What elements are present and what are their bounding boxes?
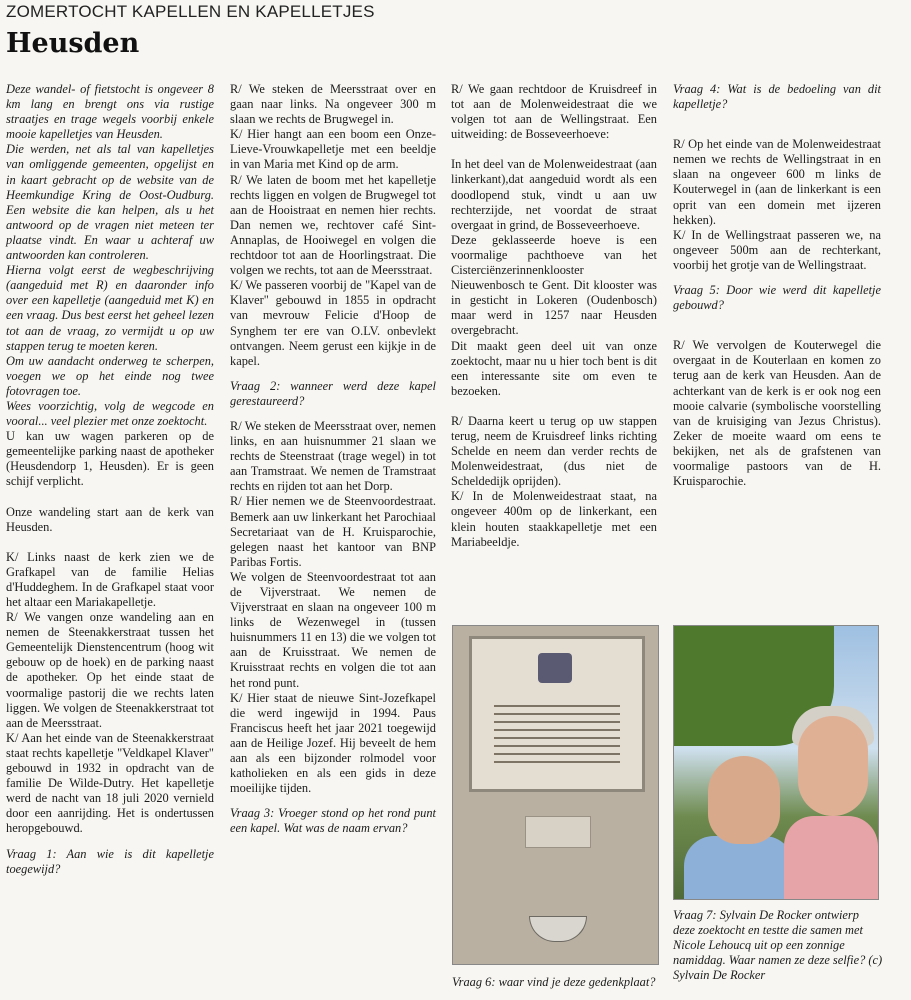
column-4 [673,82,881,489]
small-sign [525,816,591,848]
question-4: Vraag 4: Wat is de bedoeling van dit kapelletje? [673,82,881,112]
body-paragraph: In het deel van de Molenweidestraat (aan linkerkant),dat aangeduid wordt als een doodlopend stuk, vindt u aan uw rechterzijde, net voordat de straat overgaat in grind, de Bosseveerhoeve. [451,157,657,232]
page-title: Heusden [6,28,140,59]
body-paragraph: R/ We vervolgen de Kouterwegel die overgaat in de Kouterlaan en komen zo terug aan de kerk van Heusden. Aan de achterkant van de kerk is er ook nog een mooie calvarie (symbolische voorstelling van de kruisiging van Jezus Christus). Zeker de moeite waard om eens te bekijken, net als de grafstenen van voormalige pastoors van de H. Kruisparochie. [673,338,881,489]
column-1 [6,82,214,887]
intro-paragraph: Die werden, net als tal van kapelletjes van omliggende gemeenten, opgelijst en in kaart gebracht op de website van de Heemkundige Kring de Oost-Oudburg. Een website die kan helpen, als u het antwoord op de vragen niet meteen ter plaatse vindt. En waar u achteraf uw antwoorden kan controleren. [6,142,214,263]
photo-caption-question-7: Vraag 7: Sylvain De Rocker ontwierp deze zoektocht en testte die samen met Nicole Lehoucq uit op een zonnige namiddag. Waar namen ze deze selfie? (c) Sylvain De Rocker [673,908,883,983]
body-paragraph: Onze wandeling start aan de kerk van Heusden. [6,504,214,534]
body-paragraph: Deze geklasseerde hoeve is een voormalige pachthoeve van het Cisterciënzerinnenklooster Nieuwenbosch te Gent. Dit klooster was in gesticht in Lokeren (Oudenbosch) maar werd in 1257 naar Heusden overgebracht. [451,232,657,338]
body-paragraph: R/ We vangen onze wandeling aan en nemen de Steenakkerstraat tussen het Gemeentelijk Dienstencentrum (hoog wit gebouw op de hoek) en de parking naast de apotheker. Op het einde staat de voormalige pastorij die we rechts laten liggen. We volgen de Steenakkerstraat tot aan de Meersstraat. [6,610,214,730]
memorial-plaque-photo [452,625,659,965]
photo-caption-question-6: Vraag 6: waar vind je deze gedenkplaat? [452,975,656,989]
body-paragraph: R/ Daarna keert u terug op uw stappen terug, neem de Kruisdreef links richting Schelde en neem dan verder rechts de Molenweidestraat, (dus niet de Scheldedijk oprijden). [451,413,657,489]
holy-water-basin [529,916,587,942]
intro-paragraph: Hierna volgt eerst de wegbeschrijving (aangeduid met R) en daaronder info over een kapelletje (aangeduid met K) en een vraag. Dus best eerst het geheel lezen tot aan de vraag, zo vermijdt u op uw stappen terug te moeten keren. [6,263,214,353]
body-paragraph: We volgen de Steenvoordestraat tot aan de Vijverstraat. We nemen de Vijverstraat en slaan na ongeveer 100 m links de Wezenwegel in (tussen huisnummers 11 en 13) die we volgen tot aan de Kruisstraat. We nemen de Kruisstraat rechts en volgen die tot aan het rond punt. [230,569,436,690]
plaque [469,636,645,792]
body-paragraph: R/ We gaan rechtdoor de Kruisdreef in tot aan de Molenweidestraat die we volgen tot aan de Wellingstraat. Een uitweiding: de Bosseveerhoeve: [451,82,657,142]
body-paragraph: R/ Hier nemen we de Steenvoordestraat. Bemerk aan uw linkerkant het Parochiaal Secretariaat van de H. Kruisparochie, gelegen naast het kantoor van BNP Paribas Fortis. [230,494,436,569]
body-paragraph: Dit maakt geen deel uit van onze zoektocht, maar nu u hier toch bent is dit een interessante site om even te bezoeken. [451,338,657,398]
body-paragraph: R/ We laten de boom met het kapelletje rechts liggen en volgen de Brugwegel tot aan de Hooistraat en nemen hier rechts. Dan nemen we, rechtover café Sint-Annaplas, de Hooiwegel en volgen die rechtdoor tot aan de Hoorlingstraat. Die volgen we rechts, tot aan de Meersstraat. [230,172,436,278]
intro-paragraph: Wees voorzichtig, volg de wegcode en vooral... veel plezier met onze zoektocht. [6,398,214,429]
body-paragraph: K/ We passeren voorbij de "Kapel van de Klaver" gebouwd in 1855 in opdracht van mevrouw Felicie d'Hoop de Synghem ter ere van O.LV. onbevlekt ontvangen. Neem gerust een kijkje in de kapel. [230,278,436,368]
body-paragraph: K/ Links naast de kerk zien we de Grafkapel van de familie Helias d'Huddeghem. In de Grafkapel staat voor het altaar een Mariakapelletje. [6,549,214,609]
body-paragraph: U kan uw wagen parkeren op de gemeentelijke parking naast de apotheker (Heusdendorp 1, Heusden). Er is geen schijf verplicht. [6,429,214,489]
section-kicker: ZOMERTOCHT KAPELLEN EN KAPELLETJES [6,2,375,21]
question-3: Vraag 3: Vroeger stond op het rond punt een kapel. Wat was de naam ervan? [230,806,436,836]
coat-of-arms-icon [538,653,572,683]
person-face [798,716,868,816]
question-2: Vraag 2: wanneer werd deze kapel gerestaureerd? [230,378,436,408]
body-paragraph: K/ In de Wellingstraat passeren we, na ongeveer 500m aan de rechterkant, voorbij het grotje van de Wellingstraat. [673,227,881,272]
body-paragraph: K/ In de Molenweidestraat staat, na ongeveer 400m op de linkerkant, een klein houten staakkapelletje met een Mariabeeldje. [451,489,657,549]
body-paragraph: K/ Aan het einde van de Steenakkerstraat staat rechts kapelletje "Veldkapel Klaver" gebouwd in 1932 in opdracht van de familie De Wilde-Dutry. Het kapelletje werd de nacht van 18 juli 2020 vernield door een aanrijding. Het is ondertussen heropgebouwd. [6,730,214,836]
selfie-photo [673,625,879,900]
column-2 [230,82,436,847]
body-paragraph: R/ We steken de Meersstraat over en gaan naar links. Na ongeveer 300 m slaan we rechts de Brugwegel in. [230,82,436,127]
question-1: Vraag 1: Aan wie is dit kapelletje toegewijd? [6,846,214,876]
person-body [684,836,794,900]
question-5: Vraag 5: Door wie werd dit kapelletje gebouwd? [673,283,881,313]
body-paragraph: R/ We steken de Meersstraat over, nemen links, en aan huisnummer 21 slaan we rechts de Steenstraat (trage wegel) in tot aan Tramstraat. We nemen de Tramstraat rechts en rijden tot aan het Dorp. [230,418,436,494]
intro-paragraph: Deze wandel- of fietstocht is ongeveer 8 km lang en brengt ons via rustige straatjes en trage wegels voorbij enkele mooie kapelletjes van Heusden. [6,82,214,142]
column-3 [451,82,657,550]
body-paragraph: K/ Hier hangt aan een boom een Onze-Lieve-Vrouwkapelletje met een beeldje in van Maria met Kind op de arm. [230,127,436,172]
body-paragraph: K/ Hier staat de nieuwe Sint-Jozefkapel die werd ingewijd in 1994. Paus Franciscus heeft het jaar 2021 toegewijd aan de Heilige Jozef. Hij beveelt de hem aan als een bijzonder rolmodel voor katholieken en als een gids in deze moeilijke tijden. [230,690,436,796]
intro-paragraph: Om uw aandacht onderweg te scherpen, voegen we op het einde nog twee fotovragen toe. [6,353,214,398]
plaque-inscription [494,699,620,769]
body-paragraph: R/ Op het einde van de Molenweidestraat nemen we rechts de Wellingstraat in en slaan na ongeveer 600 m links de Kouterwegel in (aan de linkerkant is een oprit van een domein met ijzeren hekken). [673,137,881,227]
person-body [784,816,878,900]
bleed-through-text [660,2,911,54]
person-face [708,756,780,844]
